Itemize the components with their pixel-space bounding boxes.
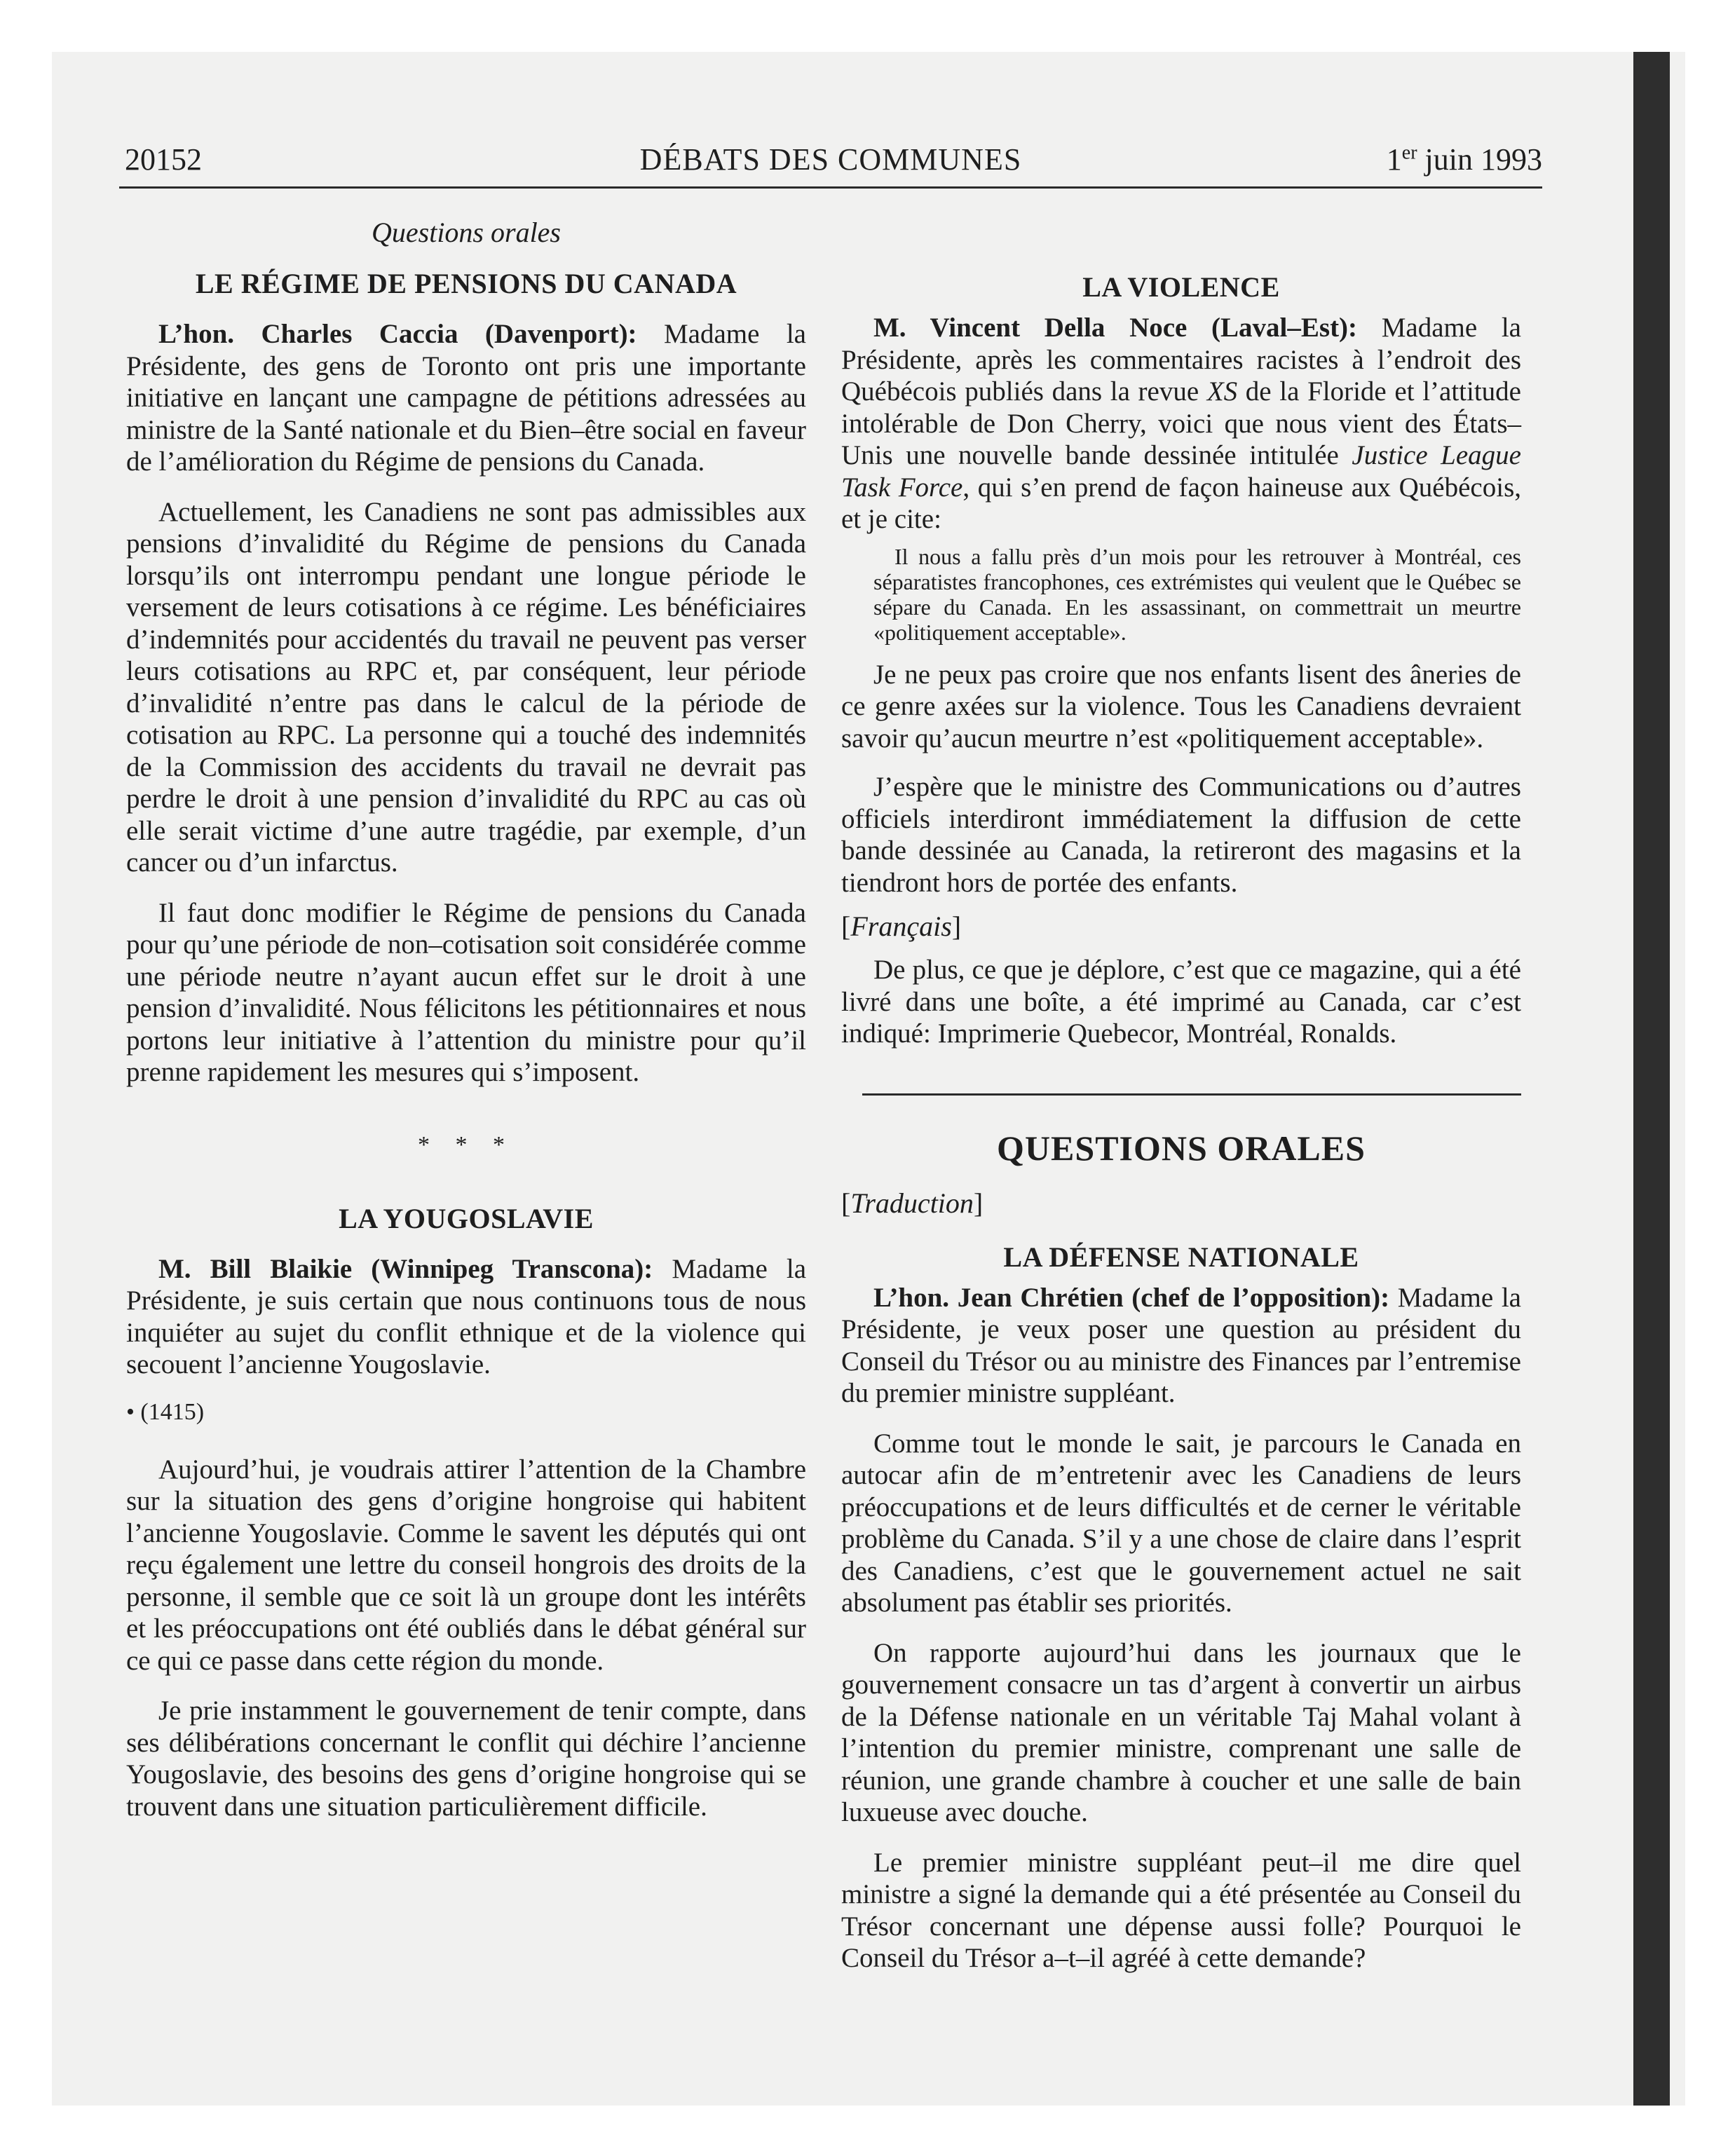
- left-column: [126, 210, 806, 1822]
- page-header: [119, 137, 1542, 189]
- paragraph: Le premier ministre suppléant peut–il me dire quel ministre a signé la demande qui a été présentée au Conseil du Trésor concernant une dépense aussi folle? Pourquoi le Conseil du Trésor a–t–il agréé à cette demande?: [841, 1847, 1521, 1973]
- page-date: 1er juin 1993: [1386, 142, 1542, 177]
- heading-yougoslavie: LA YOUGOSLAVIE: [339, 1202, 594, 1234]
- section-rule: [862, 1093, 1521, 1096]
- speaker-name: M. Vincent Della Noce (Laval–Est):: [873, 313, 1358, 343]
- section-caption: Questions orales: [372, 217, 561, 248]
- paragraph: Actuellement, les Canadiens ne sont pas admissibles aux pensions d’invalidité du Régime de pensions du Canada lorsqu’ils ont interrompu pendant une longue période le versement de leurs cotisations à ce régime. Les bénéficiaires d’indemnités pour accidentés du travail ne peuvent pas verser leurs cotisations au RPC et, par conséquent, leur période d’invalidité n’entre pas dans le calcul de la période de cotisation au RPC. La personne qui a touché des indemnités de la Commission des accidents du travail ne devrait pas perdre le droit à une pension d’invalidité du RPC au cas où elle serait victime d’une autre tragédie, par exemple, d’un cancer ou d’un infarctus.: [126, 496, 806, 878]
- language-tag: [Français]: [841, 910, 962, 942]
- paragraph: L’hon. Charles Caccia (Davenport): Madame la Présidente, des gens de Toronto ont pris une importante initiative en lançant une campagne de pétitions adressées au ministre de la Santé nationale et du Bien–être social en faveur de l’amélioration du Régime de pensions du Canada.: [126, 319, 806, 477]
- paragraph: L’hon. Jean Chrétien (chef de l’opposition): Madame la Présidente, je veux poser une question au président du Conseil du Trésor ou au ministre des Finances par l’entremise du premier ministre suppléant.: [841, 1282, 1521, 1408]
- paragraph: On rapporte aujourd’hui dans les journaux que le gouvernement consacre un tas d’argent à convertir un airbus de la Défense nationale en un véritable Taj Mahal volant à l’intention du premier ministre, comprenant une salle de réunion, une grande chambre à coucher et une salle de bain luxueuse avec douche.: [841, 1637, 1521, 1827]
- language-tag: [Traduction]: [841, 1187, 984, 1219]
- paragraph: Il faut donc modifier le Régime de pensions du Canada pour qu’une période de non–cotisation soit considérée comme une période neutre n’ayant aucun effet sur le droit à une pension d’invalidité. Nous félicitons les pétitionnaires et nous portons leur initiative à l’attention du ministre pour qu’il prenne rapidement les mesures qui s’imposent.: [126, 897, 806, 1087]
- paragraph: De plus, ce que je déplore, c’est que ce magazine, qui a été livré dans une boîte, a été imprimé au Canada, car c’est indiqué: Imprimerie Quebecor, Montréal, Ronalds.: [841, 955, 1521, 1049]
- paragraph: Comme tout le monde le sait, je parcours le Canada en autocar afin de m’entretenir avec les Canadiens de leurs préoccupations et de leurs difficultés et de cerner le véritable problème du Canada. S’il y a une chose de claire dans l’esprit des Canadiens, c’est que le gouvernement actuel ne sait absolument pas établir ses priorités.: [841, 1428, 1521, 1618]
- paragraph: M. Vincent Della Noce (Laval–Est): Madame la Présidente, après les commentaires racistes à l’endroit des Québécois publiés dans la revue XS de la Floride et l’attitude intolérable de Don Cherry, voici que nous vient des États–Unis une nouvelle bande dessinée intitulée Justice League Task Force, qui s’en prend de façon haineuse aux Québécois, et je cite:: [841, 313, 1521, 534]
- paragraph: M. Bill Blaikie (Winnipeg Transcona): Madame la Présidente, je suis certain que nous continuons tous de nous inquiéter au sujet du conflit ethnique et de la violence qui secouent l’ancienne Yougoslavie.: [126, 1253, 807, 1379]
- heading-regime-pensions: LE RÉGIME DE PENSIONS DU CANADA: [195, 268, 737, 299]
- speaker-name: M. Bill Blaikie (Winnipeg Transcona):: [158, 1253, 653, 1284]
- heading-defense-nationale: LA DÉFENSE NATIONALE: [1003, 1241, 1359, 1273]
- right-column: [841, 210, 1521, 1974]
- section-separator: * * *: [418, 1131, 515, 1158]
- paragraph: Je ne peux pas croire que nos enfants lisent des âneries de ce genre axées sur la violence. Tous les Canadiens devraient savoir qu’aucun meurtre n’est «politiquement acceptable».: [841, 659, 1521, 753]
- scan-edge-bar: [1633, 52, 1670, 2106]
- speaker-name: L’hon. Charles Caccia (Davenport):: [158, 319, 637, 349]
- publication-title: DÉBATS DES COMMUNES: [639, 142, 1022, 177]
- paragraph: Je prie instamment le gouvernement de tenir compte, dans ses délibérations concernant le conflit qui déchire l’ancienne Yougoslavie, des besoins des gens d’origine hongroise qui se trouvent dans une situation particulièrement difficile.: [126, 1696, 806, 1822]
- heading-violence: LA VIOLENCE: [1082, 271, 1280, 303]
- time-marker: • (1415): [126, 1398, 205, 1425]
- page-number: 20152: [125, 142, 202, 177]
- speaker-name: L’hon. Jean Chrétien (chef de l’opposition):: [873, 1282, 1390, 1313]
- block-quote: Il nous a fallu près d’un mois pour les retrouver à Montréal, ces séparatistes francophones, ces extrémistes qui veulent que le Québec se sépare du Canada. En les assassinant, on commettrait un meurtre «politiquement acceptable».: [873, 543, 1521, 645]
- paragraph: J’espère que le ministre des Communications ou d’autres officiels interdiront immédiatement la diffusion de cette bande dessinée au Canada, la retireront des magasins et la tiendront hors de portée des enfants.: [841, 772, 1521, 898]
- heading-questions-orales: QUESTIONS ORALES: [997, 1128, 1366, 1168]
- paragraph: Aujourd’hui, je voudrais attirer l’attention de la Chambre sur la situation des gens d’origine hongroise qui habitent l’ancienne Yougoslavie. Comme le savent les députés qui ont reçu également une lettre du conseil hongrois des droits de la personne, il semble que ce soit là un groupe dont les intérêts et les préoccupations ont été oubliés dans le débat général sur ce qui ce passe dans cette région du monde.: [126, 1454, 806, 1676]
